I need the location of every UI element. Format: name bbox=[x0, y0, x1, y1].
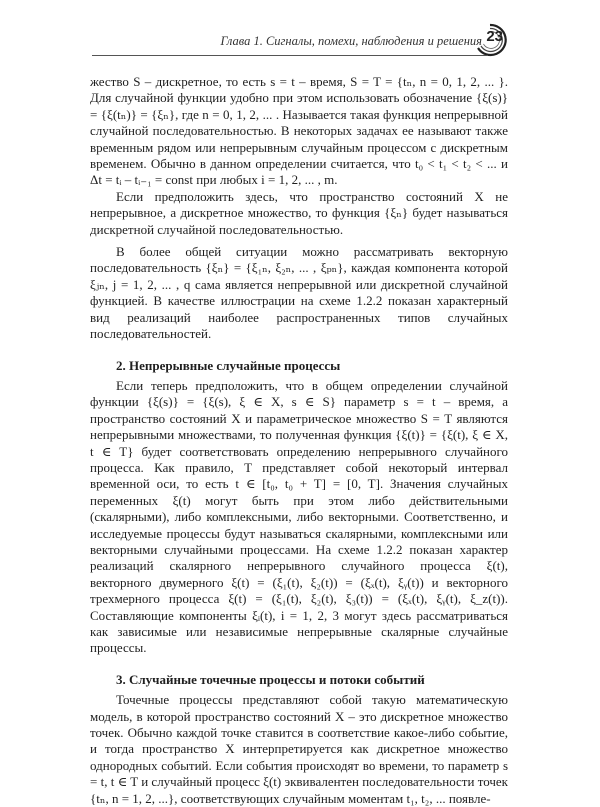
section-heading: 2. Непрерывные случайные процессы bbox=[116, 357, 341, 373]
header-rule bbox=[92, 55, 488, 56]
page-number: 23 bbox=[486, 28, 503, 45]
paragraph: В более общей ситуации можно рассматривать векторную последовательность {ξₙ} = {ξ₁ₙ, ξ₂ₙ, ... , ξₚₙ}, каждая компонента которой ξⱼₙ, j = 1, 2, ... , q сама является непрерывной или дискретной случайной функцией. В качестве иллюстрации на схеме 1.2.2 показан характерный вид реализаций наиболее распространенных типов случайных последовательностей. bbox=[90, 244, 508, 342]
paragraph: Если предположить здесь, что пространство состояний X не непрерывное, а дискретное множество, то функция {ξₙ} будет называться дискретной случайной последовательностью. bbox=[90, 188, 508, 237]
paragraph: Если теперь предположить, что в общем определении случайной функции {ξ(s)} = {ξ(s), ξ ∈ X, s ∈ S} параметр s = t – время, а пространство состояний X и параметрическое множество S = T являются непрерывными множествами, то полученная функция {ξ(t)} = {ξ(t), ξ ∈ X, t ∈ T} будет соответствовать определению непрерывного случайного процесса. Как правило, T представляет собой некоторый интервал временной оси, то есть t ∈ [t₀, t₀ + T] = [0, T]. Значения случайных переменных ξ(t) могут быть при этом либо действительными (скалярными), либо комплексными, либо векторными. Соответственно, и исследуемые процессы будут называться скалярными, комплексными или векторными случайными процессами. На схеме 1.2.2 показан характер реализаций скалярного непрерывного случайного процесса ξ(t), векторного двумерного ξ(t) = (ξ₁(t), ξ₂(t)) = (ξₓ(t), ξᵧ(t)) и векторного трехмерного процесса ξ(t) = (ξ₁(t), ξ₂(t), ξ₃(t)) = (ξₓ(t), ξᵧ(t), ξ_z(t)). Составляющие компоненты ξᵢ(t), i = 1, 2, 3 могут здесь рассматриваться как зависимые или независимые непрерывные скалярные случайные процессы. bbox=[90, 377, 508, 656]
chapter-title: Глава 1. Сигналы, помехи, наблюдения и решения bbox=[220, 34, 482, 48]
running-header bbox=[0, 22, 600, 62]
paragraph: жество S – дискретное, то есть s = t – время, S = T = {tₙ, n = 0, 1, 2, ... }. Для случайной функции удобно при этом использовать обозначение {ξ(s)} = {ξ(tₙ)} = {ξₙ}, где n = 0, 1, 2, ... . Называется такая функция непрерывной случайной последовательностью. В некоторых задачах ее называют также временным рядом или непрерывным случайным процессом с дискретным временем. Обычно в данном определении считается, что t₀ < t₁ < t₂ < ... и Δt = tᵢ – tᵢ₋₁ = const при любых i = 1, 2, ... , m. bbox=[90, 74, 508, 188]
paragraph: Точечные процессы представляют собой такую математическую модель, в которой пространство состояний X – это дискретное множество точек. Обычно каждой точке ставится в соответствие какое-либо событие, и тогда пространство X интерпретируется как дискретное множество однородных событий. Если события происходят во времени, то параметр s = t, t ∈ T и случайный процесс ξ(t) эквивалентен последовательности точек {tₙ, n = 1, 2, ...}, соответствующих случайным моментам t₁, t₂, ... появле- bbox=[90, 692, 508, 806]
section-heading: 3. Случайные точечные процессы и потоки событий bbox=[116, 671, 425, 687]
page-body bbox=[90, 74, 508, 807]
